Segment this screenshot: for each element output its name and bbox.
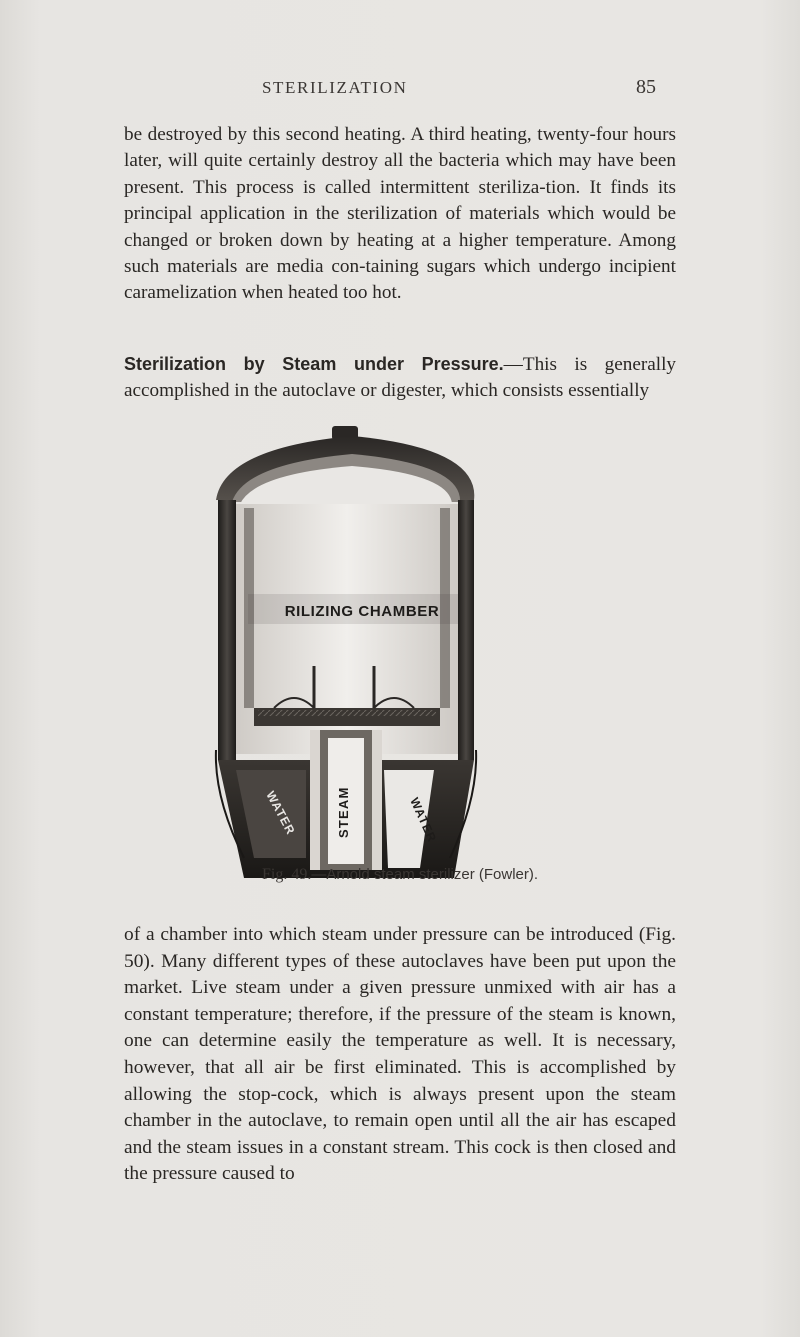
water-label-right: WATER [407,795,440,845]
steam-label: STEAM [336,786,351,838]
figure-number: Fig. 49. [261,866,312,883]
chamber-label: RILIZING CHAMBER [284,603,440,620]
figure-caption [0,866,800,884]
water-label-left: WATER [263,788,298,838]
arnold-sterilizer-figure [214,418,490,882]
running-head [0,78,800,102]
paragraph-steam-under-pressure [124,351,676,405]
page-number: 85 [636,76,656,98]
running-title: STERILIZATION [262,78,408,97]
paragraph-autoclave: of a chamber into which steam under pressure can be introduced (Fig. 50). Many different types of these autoclaves have been put upon the market. Live steam under a given pressure unmixed with air has a constant temperature; therefore, if the pressure of the steam is known, one can determine easily the temperature as well. It is necessary, however, that all air be first eliminated. This is accomplished by allowing the stop-cock, which is always present upon the steam chamber in the autoclave, to remain open until all the air has escaped and the steam issues in a constant stream. This cock is then closed and the pressure caused to [124,924,676,1185]
section-heading: Sterilization by Steam under Pressure. [124,354,504,374]
section-body: —This is generally accomplished in the autoclave or digester, which consists essentially [124,354,677,402]
outer-wall-left [218,500,236,760]
figure-caption-text: —Arnold steam sterilizer (Fowler). [311,866,539,883]
paragraph-intermittent-sterilization: be destroyed by this second heating. A third heating, twenty-four hours later, will quite certainly destroy all the bacteria which may have been present. This process is called intermittent steriliza-tion. It finds its principal application in the sterilization of materials which would be changed or broken down by heating at a higher temperature. Among such materials are media con-taining sugars which undergo incipient caramelization when heated too hot. [124,124,676,304]
lid-dome [216,426,474,504]
sterilizer-illustration [214,418,490,882]
outer-wall-right [458,500,474,760]
